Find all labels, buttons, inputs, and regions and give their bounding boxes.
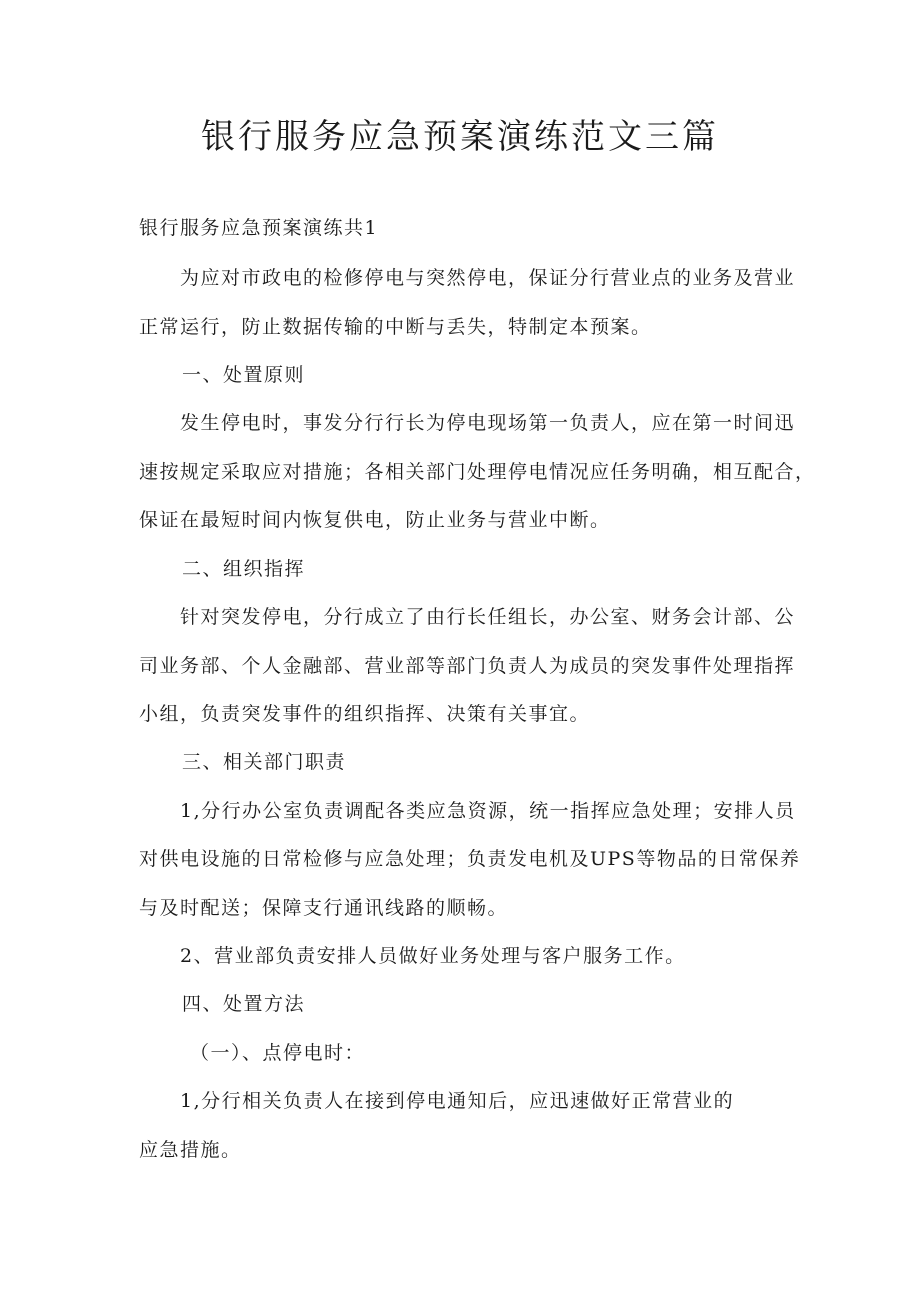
paragraph-line: 保证在最短时间内恢复供电，防止业务与营业中断。 xyxy=(139,509,611,531)
document-title: 银行服务应急预案演练范文三篇 xyxy=(201,117,719,157)
paragraph-line: 司业务部、个人金融部、营业部等部门负责人为成员的突发事件处理指挥 xyxy=(139,655,796,677)
heading-command: 二、组织指挥 xyxy=(182,558,306,580)
paragraph-line: 应急措施。 xyxy=(139,1139,242,1161)
subheading-outage: （一）、点停电时： xyxy=(190,1042,366,1064)
paragraph-line: 小组，负责突发事件的组织指挥、决策有关事宜。 xyxy=(139,703,591,725)
paragraph-line: 发生停电时，事发分行行长为停电现场第一负责人，应在第一时间迅 xyxy=(180,412,796,434)
heading-principles: 一、处置原则 xyxy=(182,364,306,386)
heading-duties: 三、相关部门职责 xyxy=(182,751,347,773)
paragraph-line: 2、营业部负责安排人员做好业务处理与客户服务工作。 xyxy=(180,945,686,967)
paragraph-line: 针对突发停电，分行成立了由行长任组长，办公室、财务会计部、公 xyxy=(180,606,796,628)
paragraph-line: 正常运行，防止数据传输的中断与丢失，特制定本预案。 xyxy=(139,316,652,338)
section-title: 银行服务应急预案演练共1 xyxy=(139,217,379,239)
paragraph-line: 1,分行办公室负责调配各类应急资源，统一指挥应急处理；安排人员 xyxy=(180,800,796,822)
paragraph-line: 与及时配送；保障支行通讯线路的顺畅。 xyxy=(139,897,509,919)
paragraph-line: 1,分行相关负责人在接到停电通知后，应迅速做好正常营业的 xyxy=(180,1090,735,1112)
paragraph-line: 为应对市政电的检修停电与突然停电，保证分行营业点的业务及营业 xyxy=(180,267,796,289)
paragraph-line: 速按规定采取应对措施；各相关部门处理停电情况应任务明确，相互配合， xyxy=(139,461,816,483)
heading-methods: 四、处置方法 xyxy=(182,993,306,1015)
paragraph-line: 对供电设施的日常检修与应急处理；负责发电机及UPS等物品的日常保养 xyxy=(139,848,801,870)
